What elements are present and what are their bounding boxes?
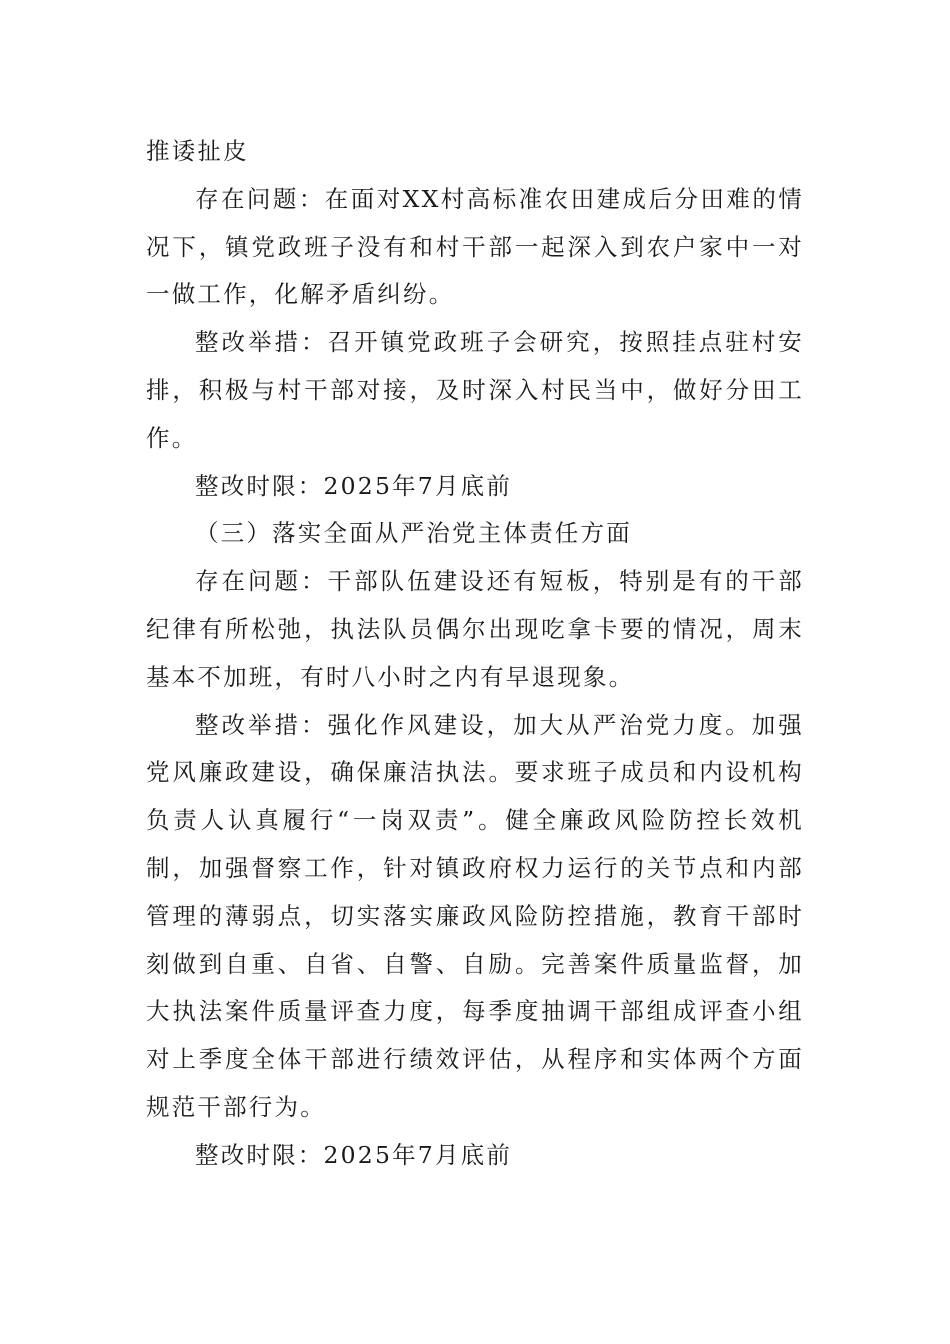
paragraph-measure-1: 整改举措：召开镇党政班子会研究，按照挂点驻村安排，积极与村干部对接，及时深入村民当中，做好分田工作。	[146, 328, 804, 452]
document-body	[146, 128, 804, 1180]
paragraph-continuation: 推诿扯皮	[146, 137, 249, 165]
paragraph-problem-1: 存在问题：在面对XX村高标准农田建成后分田难的情况下，镇党政班子没有和村干部一起深入到农户家中一对一做工作，化解矛盾纠纷。	[146, 184, 804, 309]
paragraph-deadline-1: 整改时限：2025年7月底前	[195, 471, 513, 500]
paragraph-problem-2: 存在问题：干部队伍建设还有短板，特别是有的干部纪律有所松弛，执法队员偶尔出现吃拿卡要的情况，周末基本不加班，有时八小时之内有早退现象。	[146, 567, 804, 691]
paragraph-deadline-2: 整改时限：2025年7月底前	[195, 1140, 513, 1169]
section-heading-3: （三）落实全面从严治党主体责任方面	[195, 519, 632, 548]
paragraph-measure-2: 整改举措：强化作风建设，加大从严治党力度。加强党风廉政建设，确保廉洁执法。要求班子成员和内设机构负责人认真履行“一岗双责”。健全廉政风险防控长效机制，加强督察工作，针对镇政府权力运行的关节点和内部管理的薄弱点，切实落实廉政风险防控措施，教育干部时刻做到自重、自省、自警、自励。完善案件质量监督，加大执法案件质量评查力度，每季度抽调干部组成评查小组对上季度全体干部进行绩效评估，从程序和实体两个方面规范干部行为。	[146, 710, 804, 1121]
